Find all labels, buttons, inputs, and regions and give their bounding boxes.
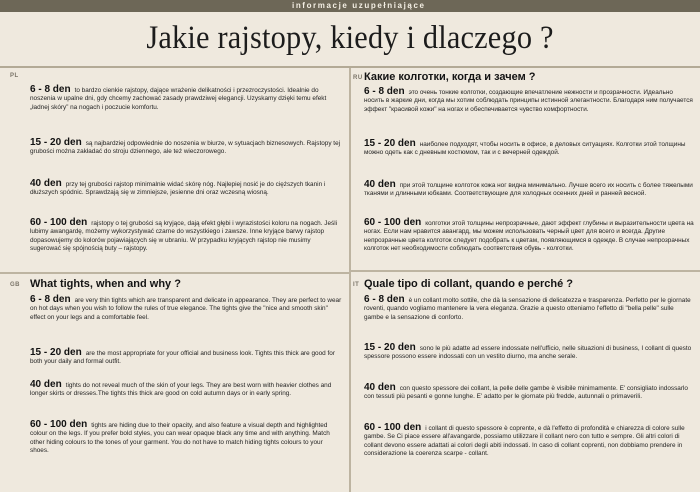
ru-range: 60 - 100 den bbox=[364, 217, 422, 228]
ru-range: 6 - 8 den bbox=[364, 86, 405, 97]
pl-range: 40 den bbox=[30, 178, 62, 189]
header-bar-text: informacje uzupełniające bbox=[292, 1, 426, 10]
ru-heading: Какие колготки, когда и зачем ? bbox=[364, 71, 536, 83]
it-text: sono le più adatte ad essere indossate nell'ufficio, nelle situazioni di business, I collant di questo spessore possono essere indossati con un vestito diurno, ma anche serale. bbox=[364, 345, 692, 361]
it-range: 60 - 100 den bbox=[364, 422, 422, 433]
pl-section bbox=[30, 86, 342, 112]
it-section bbox=[364, 344, 694, 362]
lang-tag-ru: RU bbox=[353, 75, 363, 81]
pl-section bbox=[30, 219, 342, 254]
it-heading: Quale tipo di collant, quando e perché ? bbox=[364, 278, 574, 290]
ru-text: при этой толщине колготок кожа ног видна минимально. Лучше всего их носить с более тяжелыми тканями и длинными юбками. Соответствующие для холодных осенних дней и ранней весной. bbox=[364, 182, 693, 198]
ru-range: 40 den bbox=[364, 179, 396, 190]
it-range: 6 - 8 den bbox=[364, 294, 405, 305]
pl-text: przy tej grubości rajstop minimalnie widać skórę nóg. Najlepiej nosić je do cięższych tkanin i dłuższych spódnic. Sprawdzają się w zimniejsze, jesienne dni oraz wczesną wiosną. bbox=[30, 181, 326, 197]
ru-section bbox=[364, 88, 694, 114]
it-text: i collant di questo spessore è coprente, e dà l'effetto di profondità e chiarezza di colore sulle gambe. Se Ci piace essere all'avangarde, possiamo utilizzare il collant nero con tutto e sempre. Gli altri colori di collant devono essere adattati ai colori degli abiti indossati. In caso di collant coprenti, non dobbiamo prendere in considerazione la coerenza scarpe - collant. bbox=[364, 425, 685, 458]
gb-section bbox=[30, 381, 342, 399]
it-section bbox=[364, 384, 694, 402]
gb-text: tights do not reveal much of the skin of your legs. They are best worn with heavier clothes and longer skirts or dresses.The tights this thick are good on cold autumn days or in early spring. bbox=[30, 382, 332, 398]
ru-text: наиболее подходят, чтобы носить в офисе, в деловых ситуациях. Колготки этой толщины можно одеть как с дневным костюмом, так и с вечерней одеждой. bbox=[364, 141, 686, 157]
it-range: 40 den bbox=[364, 382, 396, 393]
it-text: con questo spessore dei collant, la pelle delle gambe è visibile minimamente. E' consigliato indossarlo con tessuti più pesanti e gonne lunghe. E' adatto per le giornate più fredde, autunnali o primaverili. bbox=[364, 385, 688, 401]
pl-range: 15 - 20 den bbox=[30, 137, 82, 148]
pl-range: 6 - 8 den bbox=[30, 84, 71, 95]
gb-text: tights are hiding due to their opacity, and also feature a visual depth and highlighted colour on the legs. If you prefer bold styles, you can wear opaque black any time and with anything. Match other hiding colours to the tones of your garment. You do not have to match hiding tights colours to your shoes. bbox=[30, 422, 330, 455]
gb-range: 40 den bbox=[30, 379, 62, 390]
lang-tag-gb: GB bbox=[10, 282, 20, 288]
gb-section bbox=[30, 349, 342, 367]
lang-tag-it: IT bbox=[353, 282, 360, 288]
gb-section bbox=[30, 296, 342, 322]
pl-section bbox=[30, 139, 342, 157]
it-range: 15 - 20 den bbox=[364, 342, 416, 353]
gb-section bbox=[30, 421, 342, 456]
gb-text: are very thin tights which are transparent and delicate in appearance. They are perfect to wear on hot days when you wish to follow the rules of true elegance. The tights give the "nice and smooth skin" effect on your legs and a comfortable feel. bbox=[30, 297, 342, 321]
ru-text: это очень тонкие колготки, создающие впечатление нежности и прозрачности. Идеально носить в жаркие дни, когда мы хотим соблюдать принципы истинной элегантности. Благодаря ним получается эффект "красивой кожи" на ногах и обеспечивается чувство комфортности. bbox=[364, 89, 693, 113]
ru-text: колготки этой толщины непрозрачные, дают эффект глубины и выразительности цвета на ногах. Если нам нравится авангард, мы можем использовать черный цвет для всего и всегда. Другие непрозрачные цвета колготок следует подобрать к цветам, появляющимся в одежде. В случае непрозрачных колготок нет необходимости соблюдать соответствия обувь - колготки. bbox=[364, 220, 694, 253]
ru-section bbox=[364, 181, 694, 199]
right-section-divider bbox=[351, 270, 700, 272]
left-section-divider bbox=[0, 272, 349, 274]
header-bar bbox=[0, 0, 700, 12]
column-divider bbox=[349, 68, 351, 492]
pl-text: są najbardziej odpowiednie do noszenia w biurze, w sytuacjach biznesowych. Rajstopy tej grubości można zakładać do stroju dziennego, ale też wieczorowego. bbox=[30, 140, 341, 156]
pl-section bbox=[30, 180, 342, 198]
gb-range: 60 - 100 den bbox=[30, 419, 88, 430]
ru-section bbox=[364, 219, 694, 254]
ru-section bbox=[364, 140, 694, 158]
ru-range: 15 - 20 den bbox=[364, 138, 416, 149]
gb-heading: What tights, when and why ? bbox=[30, 278, 181, 290]
page-title: Jakie rajstopy, kiedy i dlaczego ? bbox=[146, 20, 554, 56]
pl-text: rajstopy o tej grubości są kryjące, dają efekt głębi i wyrazistości koloru na nogach. Jeśli lubimy awangardę, możemy wykorzystywać czarne do wszystkiego i zawsze. Inne kryjące barwy rajstop dopasowujemy do kolorów pojawiających się w ubraniu. W przypadku kryjących rajstop nie musimy sugerować się spójnością buty – rajstopy. bbox=[30, 220, 338, 253]
it-text: è un collant molto sottile, che dà la sensazione di delicatezza e trasparenza. Perfetto per le giornate roventi, quando vogliamo mantenere la vera eleganza. Grazie a questo otteniamo l'effetto di "bella pelle" sulle gambe e la sensazione di conforto. bbox=[364, 297, 691, 321]
gb-range: 6 - 8 den bbox=[30, 294, 71, 305]
it-section bbox=[364, 296, 694, 322]
lang-tag-pl: PL bbox=[10, 73, 19, 79]
pl-text: to bardzo cienkie rajstopy, dające wrażenie delikatności i przezroczystości. Idealnie do noszenia w upalne dni, gdy chcemy zachować zasady prawdziwej elegancji. Uzyskamy dzięki temu efekt „ładnej skóry” na nogach i poczucie komfortu. bbox=[30, 87, 327, 111]
it-section bbox=[364, 424, 694, 459]
gb-text: are the most appropriate for your official and business look. Tights this thick are good for both your daily and formal outfit. bbox=[30, 350, 335, 366]
pl-range: 60 - 100 den bbox=[30, 217, 88, 228]
gb-range: 15 - 20 den bbox=[30, 347, 82, 358]
